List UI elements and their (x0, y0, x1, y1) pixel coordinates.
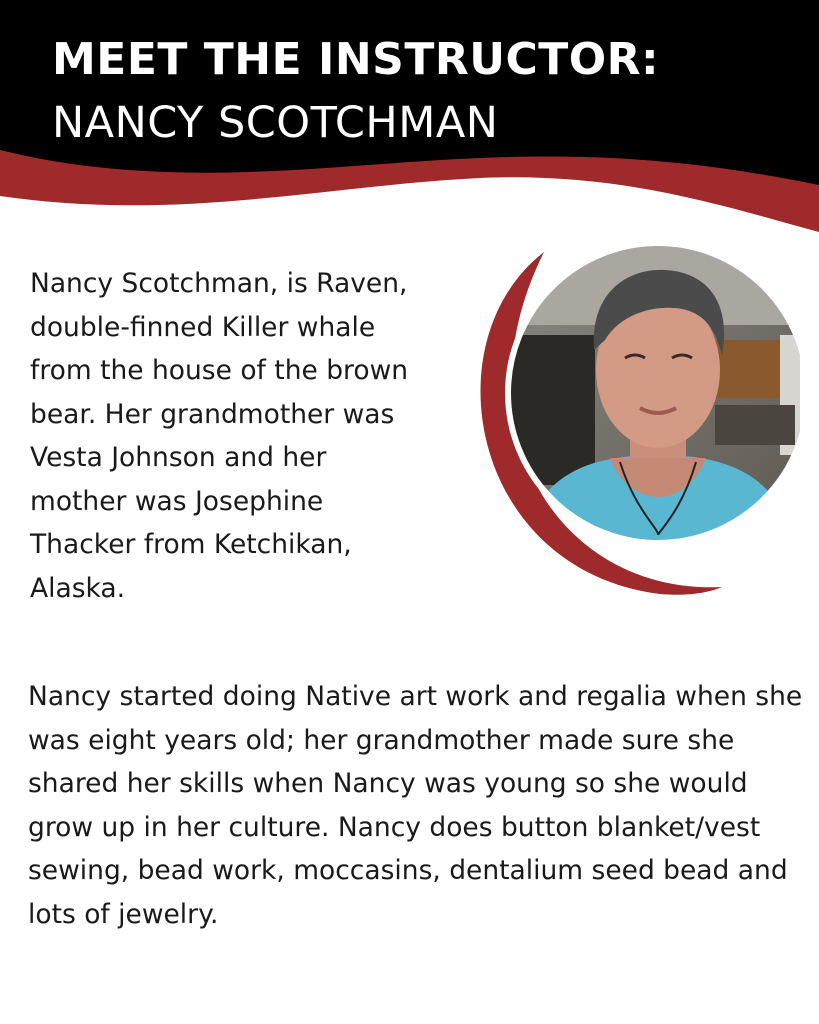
person-photo-icon (460, 230, 800, 610)
page-title: MEET THE INSTRUCTOR: (52, 34, 660, 85)
bio-paragraph: Nancy started doing Native art work and regalia when she was eight years old; her grandmother made sure she shared her skills when Nancy was young so she would grow up in her culture. Nancy does button blanket/vest sewing, bead work, moccasins, dentalium seed bead and lots of jewelry. (28, 681, 803, 930)
instructor-portrait (460, 230, 800, 610)
intro-paragraph: Nancy Scotchman, is Raven, double-finned Killer whale from the house of the brown bear. Her grandmother was Vesta Johnson and her mother was Josephine Thacker from Ketchikan, Alaska. (30, 268, 409, 604)
instructor-name: NANCY SCOTCHMAN (52, 98, 499, 148)
